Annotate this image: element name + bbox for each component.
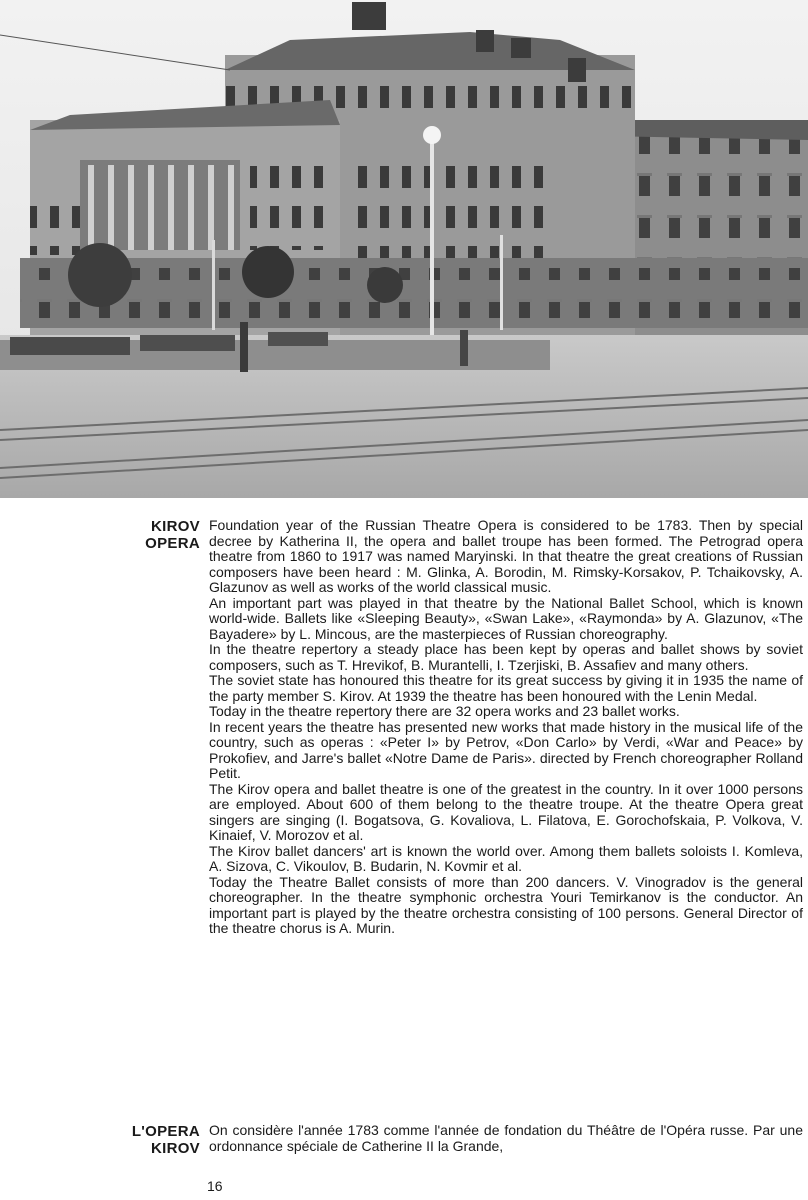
heading-line: OPERA (145, 535, 200, 552)
section-body-french (209, 1123, 803, 1154)
paragraph: Today the Theatre Ballet consists of more than 200 dancers. V. Vinogradov is the general choreographer. In the theatre symphonic orchestra Youri Temirkanov is the conductor. An important part is played by the theatre orchestra consisting of 100 persons. General Director of the theatre chorus is A. Murin. (209, 873, 803, 936)
paragraph: Today in the theatre repertory there are 32 opera works and 23 ballet works. (209, 703, 680, 719)
theatre-photograph (0, 0, 808, 498)
paragraph: The soviet state has honoured this theatre for its great success by giving it in 1935 the name of the party member S. Kirov. At 1939 the theatre has been honoured with the Lenin Medal. (209, 672, 803, 704)
page-number: 16 (207, 1178, 223, 1194)
heading-line: KIROV (150, 518, 200, 535)
paragraph: In recent years the theatre has presented new works that made history in the musical life of the country, such as operas : «Peter I» by Petrov, «Don Carlo» by Verdi, «War and Peace» by Prokofiev, and Jarre's ballet «Notre Dame de Paris». directed by French choreographer Rolland Petit. (209, 718, 803, 781)
heading-line: L'OPERA (131, 1123, 200, 1140)
heading-line: KIROV (150, 1140, 200, 1157)
paragraph: Foundation year of the Russian Theatre Opera is considered to be 1783. Then by special decree by Katherina II, the opera and ballet troupe has been formed. The Petrograd opera theatre from 1860 to 1917 was named Maryinski. In that theatre the great creations of Russian composers have been heard : M. Glinka, A. Borodin, M. Rimsky-Korsakov, P. Tchaikovsky, A. Glazunov as well as works of the world classical music. (209, 517, 803, 595)
paragraph: The Kirov ballet dancers' art is known the world over. Among them ballets soloists I. Komleva, A. Sizova, C. Vikoulov, B. Budarin, N. Kovmir et al. (209, 842, 803, 874)
section-body-english (209, 518, 803, 937)
section-heading-french (100, 1123, 200, 1157)
paragraph: In the theatre repertory a steady place has been kept by operas and ballet shows by soviet composers, such as T. Hrevikof, B. Murantelli, I. Tzerjiski, B. Assafiev and many others. (209, 641, 803, 673)
paragraph: An important part was played in that theatre by the National Ballet School, which is known world-wide. Ballets like «Sleeping Beauty», «Swan Lake», «Raymonda» by A. Glazunov, «The Bayadere» by L. Mincous, are the masterpieces of Russian choreography. (209, 594, 803, 642)
section-heading-english (100, 518, 200, 552)
paragraph: On considère l'année 1783 comme l'année de fondation du Théâtre de l'Opéra russe. Par une ordonnance spéciale de Catherine II la Grande, (209, 1122, 803, 1154)
paragraph: The Kirov opera and ballet theatre is one of the greatest in the country. In it over 1000 persons are employed. About 600 of them belong to the theatre troupe. At the theatre Opera great singers are singing (I. Bogatsova, G. Kovaliova, L. Filatova, E. Gorochofskaia, P. Volkova, V. Kinaief, V. Morozov et al. (209, 780, 803, 843)
